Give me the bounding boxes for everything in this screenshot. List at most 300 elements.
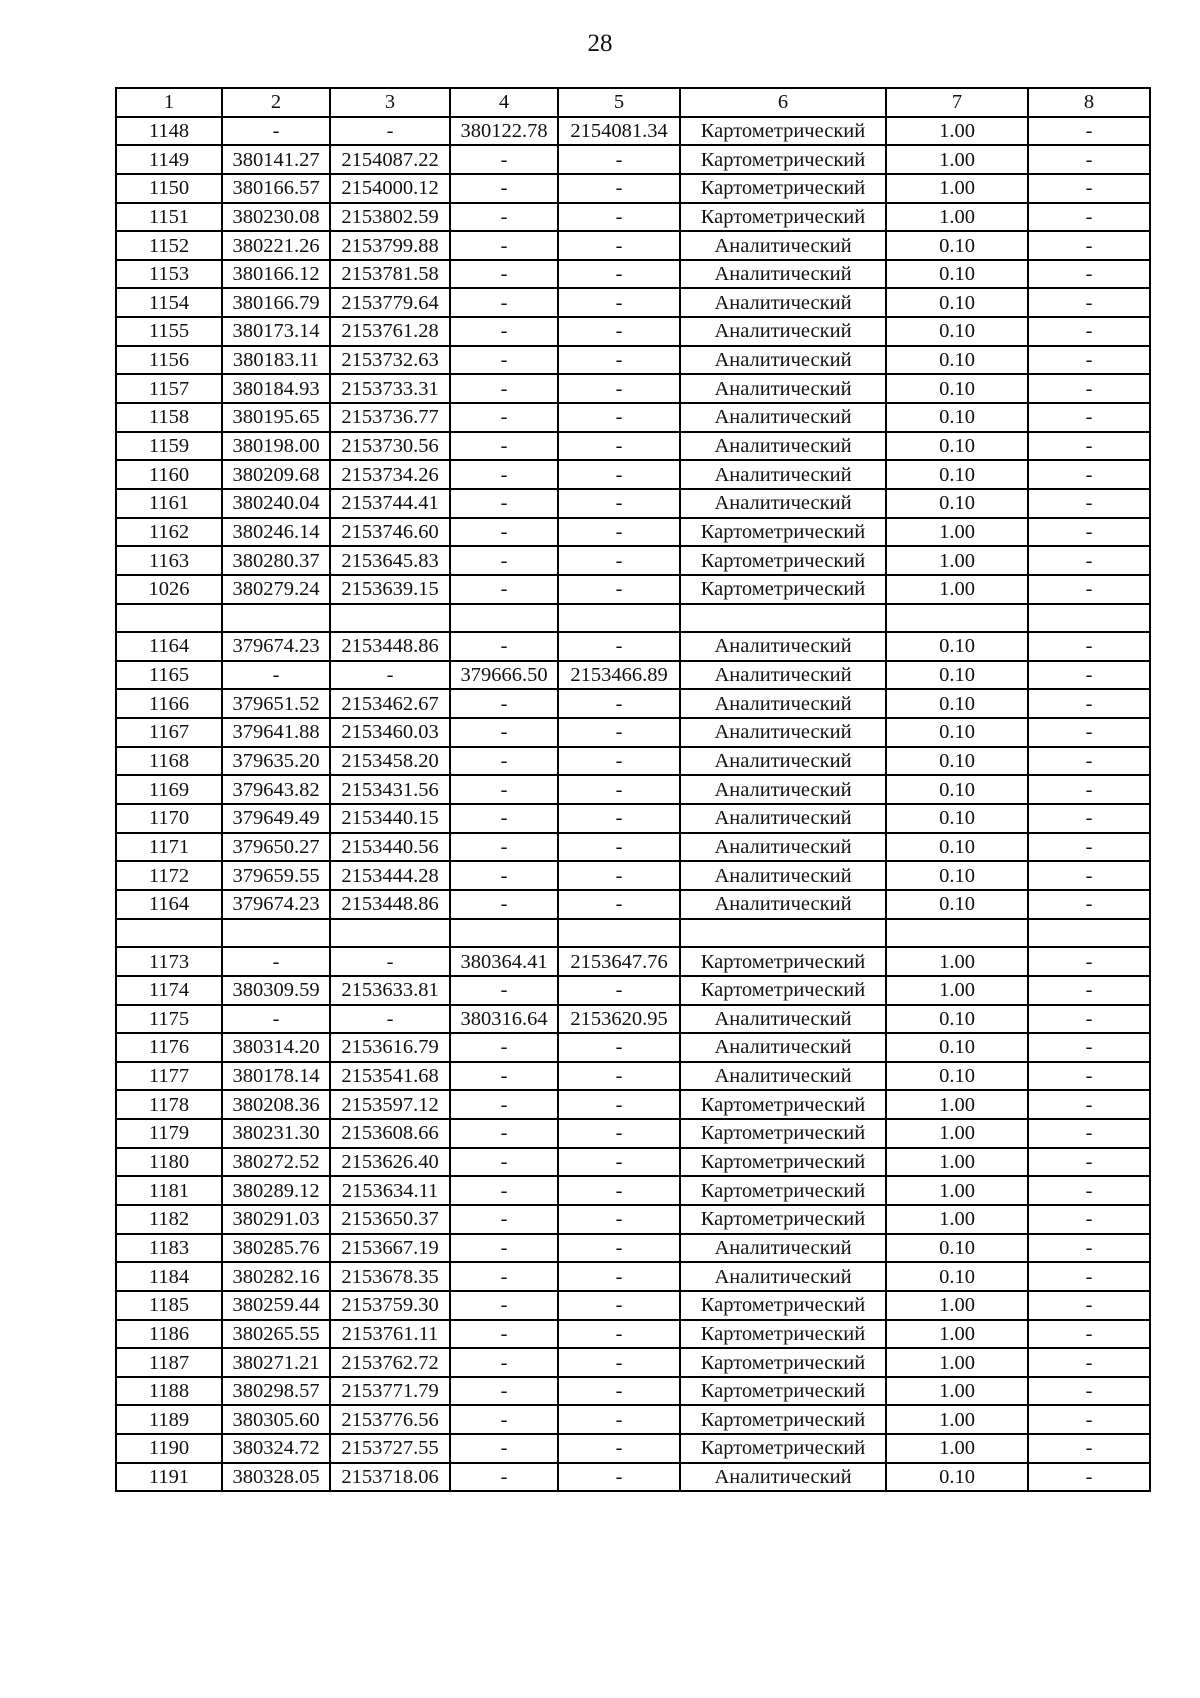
table-cell: Картометрический [680,1176,886,1205]
table-cell: 2153620.95 [558,1005,680,1034]
table-cell: 0.10 [886,747,1028,776]
table-cell: 1.00 [886,518,1028,547]
table-cell: - [558,1377,680,1406]
table-cell: - [330,661,450,690]
table-cell: - [330,947,450,976]
table-row [116,1033,1150,1062]
table-cell: - [450,346,558,375]
table-cell: 379666.50 [450,661,558,690]
table-cell [450,919,558,948]
table-cell: 0.10 [886,460,1028,489]
table-cell: 1184 [116,1262,222,1291]
table-cell: Аналитический [680,861,886,890]
table-cell: - [330,117,450,146]
table-cell: 1188 [116,1377,222,1406]
table-row [116,1405,1150,1434]
table-cell: 1186 [116,1320,222,1349]
table-cell: 1.00 [886,145,1028,174]
table-cell: - [450,374,558,403]
table-cell: 380183.11 [222,346,330,375]
table-cell: - [558,518,680,547]
table-cell: - [222,1005,330,1034]
table-cell: - [558,1033,680,1062]
header-cell: 4 [450,88,558,117]
table-cell: 2153639.15 [330,575,450,604]
table-cell: 379643.82 [222,775,330,804]
table-cell [680,604,886,633]
table-cell: - [1028,145,1150,174]
table-cell: Аналитический [680,1262,886,1291]
table-cell: - [1028,775,1150,804]
table-cell: 1148 [116,117,222,146]
table-cell: - [1028,231,1150,260]
table-cell: - [450,1148,558,1177]
table-row-separator [116,919,1150,948]
table-cell: 1162 [116,518,222,547]
table-cell: - [450,489,558,518]
table-row [116,833,1150,862]
table-cell: - [1028,1205,1150,1234]
table-cell: 379649.49 [222,804,330,833]
table-cell: - [558,1119,680,1148]
table-cell: 1178 [116,1090,222,1119]
table-cell: Аналитический [680,432,886,461]
table-cell: - [558,288,680,317]
table-row [116,231,1150,260]
table-cell: - [558,432,680,461]
table-cell: - [558,1291,680,1320]
table-cell: - [1028,1062,1150,1091]
table-cell: - [450,575,558,604]
table-cell: 1164 [116,890,222,919]
table-cell: Аналитический [680,374,886,403]
table-cell: - [450,718,558,747]
table-cell: - [330,1005,450,1034]
table-cell: Аналитический [680,661,886,690]
table-cell: - [558,1148,680,1177]
table-cell: 1182 [116,1205,222,1234]
table-cell: 0.10 [886,632,1028,661]
table-cell: 0.10 [886,346,1028,375]
table-cell [222,604,330,633]
table-cell: Картометрический [680,546,886,575]
table-cell: Аналитический [680,1463,886,1492]
table-cell: - [558,1320,680,1349]
table-cell: 380282.16 [222,1262,330,1291]
table-cell: - [1028,489,1150,518]
table-cell: - [450,260,558,289]
table-row [116,1062,1150,1091]
table-cell: 2153647.76 [558,947,680,976]
table-cell: 1164 [116,632,222,661]
table-cell: 1.00 [886,1377,1028,1406]
table-cell: 0.10 [886,890,1028,919]
table-cell: - [1028,317,1150,346]
table-cell: 379674.23 [222,890,330,919]
table-cell: - [450,1176,558,1205]
table-cell: Картометрический [680,976,886,1005]
table-cell: - [558,689,680,718]
table-cell: 1149 [116,145,222,174]
table-cell: - [1028,117,1150,146]
table-cell: - [1028,575,1150,604]
table-cell: Картометрический [680,1090,886,1119]
table-cell: 1181 [116,1176,222,1205]
table-cell: 1152 [116,231,222,260]
table-cell: - [1028,403,1150,432]
table-cell: - [1028,661,1150,690]
table-cell: 1161 [116,489,222,518]
table-cell: Аналитический [680,804,886,833]
table-cell: - [558,632,680,661]
table-row [116,203,1150,232]
coordinates-table [115,87,1151,1492]
table-cell: 0.10 [886,260,1028,289]
table-cell: 1158 [116,403,222,432]
table-cell: 380208.36 [222,1090,330,1119]
table-cell: 380122.78 [450,117,558,146]
table-cell: - [558,203,680,232]
table-cell: 380259.44 [222,1291,330,1320]
table-cell: - [450,1062,558,1091]
table-cell: 2153718.06 [330,1463,450,1492]
table-cell: 0.10 [886,1262,1028,1291]
table-cell: 380328.05 [222,1463,330,1492]
table-cell: - [1028,1176,1150,1205]
table-cell: 380166.57 [222,174,330,203]
table-cell: Аналитический [680,747,886,776]
table-cell: 1.00 [886,203,1028,232]
header-cell: 2 [222,88,330,117]
table-cell: 2153460.03 [330,718,450,747]
table-cell: 1154 [116,288,222,317]
table-cell: - [1028,1463,1150,1492]
table-cell: - [450,976,558,1005]
table-row [116,1377,1150,1406]
table-cell: - [1028,346,1150,375]
table-cell: 380231.30 [222,1119,330,1148]
table-cell: Аналитический [680,260,886,289]
table-cell: - [1028,518,1150,547]
table-cell: - [558,1348,680,1377]
table-cell: 1151 [116,203,222,232]
table-cell: 380195.65 [222,403,330,432]
table-cell: - [1028,432,1150,461]
table-row [116,346,1150,375]
table-cell: - [222,947,330,976]
table-body [116,117,1150,1492]
table-cell: 2153597.12 [330,1090,450,1119]
table-cell: 0.10 [886,288,1028,317]
table-cell: Картометрический [680,203,886,232]
table-cell: - [450,689,558,718]
table-cell: 2153626.40 [330,1148,450,1177]
table-cell: 1168 [116,747,222,776]
table-cell: 1.00 [886,1320,1028,1349]
table-cell: - [1028,1148,1150,1177]
table-cell: 2153650.37 [330,1205,450,1234]
table-cell: - [450,288,558,317]
table-cell: - [450,1434,558,1463]
table-cell: - [222,117,330,146]
table-cell: - [450,1262,558,1291]
table-cell: - [558,575,680,604]
table-cell: Картометрический [680,145,886,174]
table-cell [558,919,680,948]
table-cell: 2153633.81 [330,976,450,1005]
table-cell: - [1028,174,1150,203]
table-cell: 1191 [116,1463,222,1492]
table-cell: 1176 [116,1033,222,1062]
table-cell: 2153608.66 [330,1119,450,1148]
table-cell: 1.00 [886,1348,1028,1377]
table-cell: Картометрический [680,1205,886,1234]
table-cell: - [450,317,558,346]
table-cell: 2153645.83 [330,546,450,575]
table-cell: - [450,775,558,804]
table-row [116,403,1150,432]
table-cell: - [1028,1234,1150,1263]
table-cell: - [450,632,558,661]
table-row [116,460,1150,489]
table-cell: 380364.41 [450,947,558,976]
table-cell: 2153440.15 [330,804,450,833]
table-cell: Картометрический [680,174,886,203]
table-row [116,489,1150,518]
table-cell: 2153762.72 [330,1348,450,1377]
table-cell: 0.10 [886,689,1028,718]
table-cell: - [450,1291,558,1320]
table-cell: 1.00 [886,1176,1028,1205]
table-row [116,1148,1150,1177]
table-cell: 1190 [116,1434,222,1463]
table-cell: Картометрический [680,575,886,604]
table-row [116,1176,1150,1205]
table-row [116,1119,1150,1148]
table-row [116,890,1150,919]
table-cell: 1166 [116,689,222,718]
table-cell: 1172 [116,861,222,890]
table-cell: 1.00 [886,117,1028,146]
table-cell: - [1028,1377,1150,1406]
table-cell: Аналитический [680,833,886,862]
table-cell: 1026 [116,575,222,604]
table-cell: 2153667.19 [330,1234,450,1263]
table-cell: - [558,317,680,346]
table-cell: - [1028,1348,1150,1377]
table-cell: - [1028,632,1150,661]
table-cell: 1157 [116,374,222,403]
table-cell: - [1028,546,1150,575]
table-row [116,1005,1150,1034]
table-cell: 2153466.89 [558,661,680,690]
table-cell [330,604,450,633]
table-cell: 1163 [116,546,222,575]
table-cell: 379651.52 [222,689,330,718]
table-cell: - [450,804,558,833]
table-cell [450,604,558,633]
table-cell: Аналитический [680,890,886,919]
table-cell: - [558,145,680,174]
table-cell: Картометрический [680,1291,886,1320]
table-cell: - [450,1463,558,1492]
table-row [116,1291,1150,1320]
table-cell: 0.10 [886,1033,1028,1062]
table-cell: 1.00 [886,546,1028,575]
table-cell: 2153799.88 [330,231,450,260]
table-cell: - [1028,460,1150,489]
table-cell: - [558,718,680,747]
table-cell: 380285.76 [222,1234,330,1263]
table-cell: - [450,1348,558,1377]
table-cell: 1.00 [886,174,1028,203]
page-number: 28 [587,30,613,57]
table-cell: 2153802.59 [330,203,450,232]
table-cell: 2153761.11 [330,1320,450,1349]
table-cell: - [558,775,680,804]
table-cell: - [558,174,680,203]
table-row [116,374,1150,403]
table-cell: 2153448.86 [330,632,450,661]
table-cell: 380173.14 [222,317,330,346]
table-cell: - [450,890,558,919]
table-cell: 2153744.41 [330,489,450,518]
table-cell: 380291.03 [222,1205,330,1234]
table-cell: - [558,1176,680,1205]
table-cell: 1156 [116,346,222,375]
table-cell: 1165 [116,661,222,690]
table-row [116,718,1150,747]
table-cell: 1179 [116,1119,222,1148]
table-cell: 2154087.22 [330,145,450,174]
table-cell: 1.00 [886,1434,1028,1463]
table-cell: - [558,976,680,1005]
table-header-row [116,88,1150,117]
table-cell: - [558,1405,680,1434]
table-cell: 2153678.35 [330,1262,450,1291]
table-cell: 0.10 [886,718,1028,747]
table-cell: 380280.37 [222,546,330,575]
table-cell: 1189 [116,1405,222,1434]
table-row [116,174,1150,203]
table-cell: Аналитический [680,1062,886,1091]
table-cell: Аналитический [680,346,886,375]
table-cell: - [450,145,558,174]
table-cell: - [450,1033,558,1062]
table-cell: - [1028,1119,1150,1148]
table-cell: Аналитический [680,489,886,518]
table-cell: Картометрический [680,1148,886,1177]
table-cell: Картометрический [680,117,886,146]
table-cell: 0.10 [886,804,1028,833]
table-cell: - [558,346,680,375]
table-cell: - [450,1234,558,1263]
table-cell: - [558,1205,680,1234]
table-cell: 1150 [116,174,222,203]
table-cell: 1160 [116,460,222,489]
table-cell: 0.10 [886,489,1028,518]
table-cell: 380289.12 [222,1176,330,1205]
table-cell [330,919,450,948]
table-cell: 2153448.86 [330,890,450,919]
table-cell: 1153 [116,260,222,289]
table-cell: Картометрический [680,518,886,547]
table-row-separator [116,604,1150,633]
table-cell: 1170 [116,804,222,833]
table-cell: - [1028,1090,1150,1119]
table-cell: Аналитический [680,460,886,489]
table-cell: 1.00 [886,1205,1028,1234]
table-cell: - [558,747,680,776]
table-cell: - [1028,747,1150,776]
table-cell: 380166.12 [222,260,330,289]
table-row [116,1205,1150,1234]
table-cell: 0.10 [886,1005,1028,1034]
table-cell: 2153727.55 [330,1434,450,1463]
table-row [116,288,1150,317]
table-cell: Аналитический [680,403,886,432]
table-cell: 380265.55 [222,1320,330,1349]
table-cell: - [558,890,680,919]
table-cell: - [558,546,680,575]
table-cell: - [450,1119,558,1148]
table-cell: 1.00 [886,976,1028,1005]
table-cell: Аналитический [680,1234,886,1263]
table-row [116,518,1150,547]
table-cell: 1159 [116,432,222,461]
table-cell: 2153462.67 [330,689,450,718]
table-cell: 0.10 [886,403,1028,432]
table-cell: 2153746.60 [330,518,450,547]
table-cell: - [1028,718,1150,747]
table-cell: 1167 [116,718,222,747]
table-cell: 0.10 [886,317,1028,346]
table-cell: - [1028,804,1150,833]
table-cell: - [450,432,558,461]
table-cell: 380279.24 [222,575,330,604]
table-cell: 1183 [116,1234,222,1263]
header-cell: 5 [558,88,680,117]
table-row [116,775,1150,804]
table-cell: - [450,174,558,203]
table-cell: 2153776.56 [330,1405,450,1434]
table-row [116,546,1150,575]
table-cell: - [450,1377,558,1406]
table-row [116,317,1150,346]
table-cell: - [450,1405,558,1434]
table-cell: 2153759.30 [330,1291,450,1320]
table-cell: - [1028,1434,1150,1463]
table-cell: - [1028,833,1150,862]
table-cell: 380305.60 [222,1405,330,1434]
table-row [116,575,1150,604]
table-cell: - [450,747,558,776]
table-cell: 380209.68 [222,460,330,489]
table-cell: 2154000.12 [330,174,450,203]
table-cell: - [1028,689,1150,718]
table-cell: Аналитический [680,288,886,317]
table-row [116,260,1150,289]
table-cell: - [1028,288,1150,317]
table-cell: 380240.04 [222,489,330,518]
table-cell: 1173 [116,947,222,976]
table-row [116,1090,1150,1119]
table-cell: Аналитический [680,317,886,346]
table-row [116,861,1150,890]
table-cell [886,919,1028,948]
table-cell: - [1028,203,1150,232]
table-cell: 0.10 [886,432,1028,461]
